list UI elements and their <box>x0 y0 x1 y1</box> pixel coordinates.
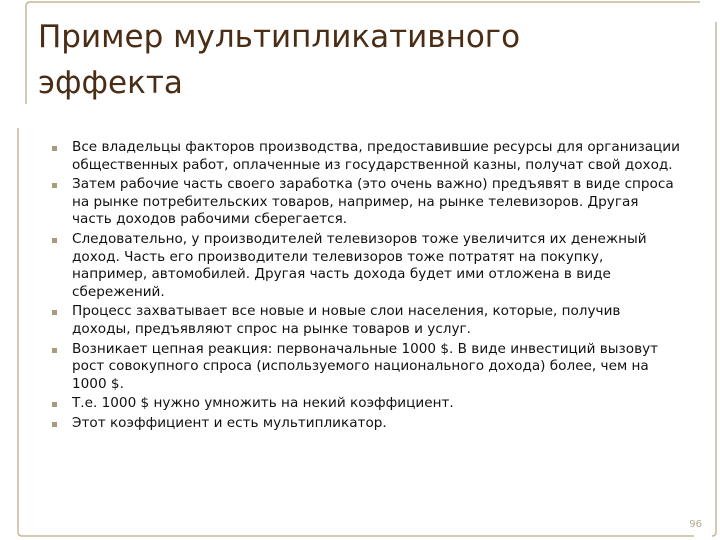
square-bullet-icon <box>52 310 57 315</box>
list-item <box>52 415 682 433</box>
square-bullet-icon <box>52 422 57 427</box>
square-bullet-icon <box>52 348 57 353</box>
bullet-text: Т.е. 1000 $ нужно умножить на некий коэффициент. <box>72 395 454 412</box>
square-bullet-icon <box>52 238 57 243</box>
slide-title: Пример мультипликативного эффекта <box>38 19 521 101</box>
bullet-text: Все владельцы факторов производства, предоставившие ресурсы для организации общественных работ, оплаченные из государственной казны, получат свой доход. <box>72 139 680 173</box>
list-item <box>52 341 682 394</box>
list-item <box>52 303 682 338</box>
square-bullet-icon <box>52 402 57 407</box>
list-item <box>52 139 682 174</box>
list-item <box>52 176 682 229</box>
bullet-text: Возникает цепная реакция: первоначальные 1000 $. В виде инвестиций вызовут рост совокупного спроса (используемого национального дохода) более, чем на 1000 $. <box>72 340 659 392</box>
page-number: 96 <box>689 519 702 530</box>
square-bullet-icon <box>52 146 57 151</box>
list-item <box>52 395 682 413</box>
bullet-text: Этот коэффициент и есть мультипликатор. <box>72 414 387 431</box>
bullet-list <box>52 139 682 435</box>
bullet-text: Процесс захватывает все новые и новые слои населения, которые, получив доходы, предъявляют спрос на рынке товаров и услуг. <box>72 303 621 337</box>
square-bullet-icon <box>52 183 57 188</box>
bullet-text: Следовательно, у производителей телевизоров тоже увеличится их денежный доход. Часть его производители телевизоров тоже потратят на покупку, например, автомобилей. Другая часть дохода будет ими отложена в виде сбережений. <box>72 230 647 300</box>
bullet-text: Затем рабочие часть своего заработка (это очень важно) предъявят в виде спроса на рынке потребительских товаров, например, на рынке телевизоров. Другая часть доходов рабочими сберегается. <box>72 176 674 228</box>
list-item <box>52 231 682 301</box>
